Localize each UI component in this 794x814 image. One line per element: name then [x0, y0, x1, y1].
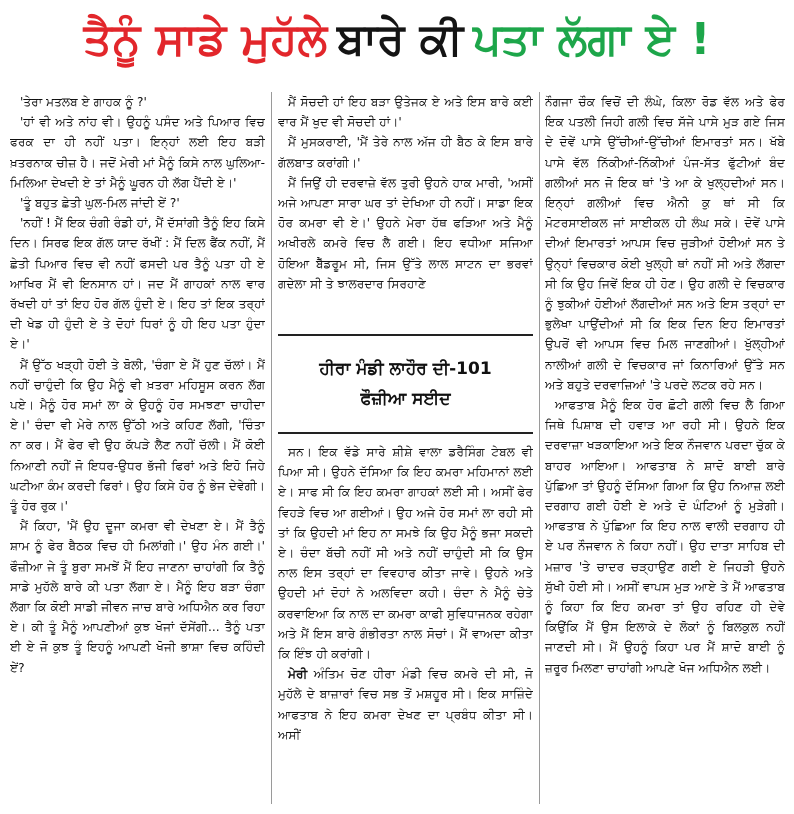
headline-part-1: ਤੈਨੂੰ ਸਾਡੇ ਮੁਹੱਲੇ [83, 13, 328, 65]
paragraph: ਮੈਂ ਮੁਸਕਰਾਈ, 'ਮੈਂ ਤੇਰੇ ਨਾਲ ਅੱਜ ਹੀ ਬੈਠ ਕੇ ਇਸ ਬਾਰੇ ਗੱਲਬਾਤ ਕਰਾਂਗੀ।' [278, 135, 533, 170]
paragraph: 'ਤੇਰਾ ਮਤਲਬ ਏ ਗਾਹਕ ਨੂੰ ?' [20, 95, 147, 109]
column-divider [539, 92, 540, 804]
series-title: ਹੀਰਾ ਮੰਡੀ ਲਾਹੌਰ ਦੀ-101 [319, 359, 492, 379]
author-name: ਫੌਜ਼ੀਆ ਸਈਦ [360, 389, 451, 409]
paragraph: ਮੈਂ ਜਿਉਂ ਹੀ ਦਰਵਾਜ਼ੇ ਵੱਲ ਤੁਰੀ ਉਹਨੇ ਹਾਕ ਮਾਰੀ, 'ਅਸੀਂ ਅਜੇ ਆਪਣਾ ਸਾਰਾ ਘਰ ਤਾਂ ਦੇਖਿਆ ਹੀ ਨਹੀਂ। ਸਾਡਾ ਇਕ ਹੋਰ ਕਮਰਾ ਵੀ ਏ।' ਉਹਨੇ ਮੇਰਾ ਹੱਥ ਫੜਿਆ ਅਤੇ ਮੈਨੂੰ ਅਖੀਰਲੇ ਕਮਰੇ ਵਿਚ ਲੈ ਗਈ। ਇਹ ਵਧੀਆ ਸਜਿਆ ਹੋਇਆ ਬੈੱਡਰੂਮ ਸੀ, ਜਿਸ ਉੱਤੇ ਲਾਲ ਸਾਟਨ ਦਾ ਭਰਵਾਂ ਗਦੇਲਾ ਸੀ ਤੇ ਝਾਲਰਦਾਰ ਸਿਰਹਾਣੇ [278, 175, 533, 291]
lead-word: ਮੇਰੀ [288, 667, 308, 682]
paragraph: ਮੈਂ ਸੋਚਦੀ ਹਾਂ ਇਹ ਬੜਾ ਉਤੇਜਕ ਏ ਅਤੇ ਇਸ ਬਾਰੇ ਕਈ ਵਾਰ ਮੈਂ ਖੁਦ ਵੀ ਸੋਚਦੀ ਹਾਂ।' [278, 95, 533, 130]
article-column-1 [10, 92, 265, 808]
paragraph: ਨੌਗਜਾ ਚੌਕ ਵਿਚੋਂ ਦੀ ਲੰਘੇ, ਕਿਲਾ ਰੋਡ ਵੱਲ ਅਤੇ ਫੇਰ ਇਕ ਪਤਲੀ ਜਿਹੀ ਗਲੀ ਵਿਚ ਸੱਜੇ ਪਾਸੇ ਮੁੜ ਗਏ ਜਿਸ ਦੇ ਦੋਵੇਂ ਪਾਸੇ ਉੱਚੀਆਂ-ਉੱਚੀਆਂ ਇਮਾਰਤਾਂ ਸਨ। ਖੱਬੇ ਪਾਸੇ ਵੱਲ ਨਿੱਕੀਆਂ-ਨਿੱਕੀਆਂ ਪੰਜ-ਸੱਤ ਫੁੱਟੀਆਂ ਬੰਦ ਗਲੀਆਂ ਸਨ ਜੋ ਇਕ ਥਾਂ 'ਤੇ ਆ ਕੇ ਖੁਲ੍ਹਦੀਆਂ ਸਨ। ਇਨ੍ਹਾਂ ਗਲੀਆਂ ਵਿਚ ਐਨੀ ਕੁ ਥਾਂ ਸੀ ਕਿ ਮੋਟਰਸਾਈਕਲ ਜਾਂ ਸਾਈਕਲ ਹੀ ਲੰਘ ਸਕੇ। ਦੋਵੇਂ ਪਾਸੇ ਦੀਆਂ ਇਮਾਰਤਾਂ ਆਪਸ ਵਿਚ ਜੁੜੀਆਂ ਹੋਈਆਂ ਸਨ ਤੇ ਉਨ੍ਹਾਂ ਵਿਚਕਾਰ ਕੋਈ ਖੁਲ੍ਹੀ ਥਾਂ ਨਹੀਂ ਸੀ ਅਤੇ ਲੱਗਦਾ ਸੀ ਕਿ ਉਹ ਜਿਵੇਂ ਇਕ ਹੀ ਹੋਣ। ਉਹ ਗਲੀ ਦੇ ਵਿਚਕਾਰ ਨੂੰ ਝੁਕੀਆਂ ਹੋਈਆਂ ਲੱਗਦੀਆਂ ਸਨ ਅਤੇ ਇਸ ਤਰ੍ਹਾਂ ਦਾ ਭੁਲੇਖਾ ਪਾਉਂਦੀਆਂ ਸੀ ਕਿ ਇਕ ਦਿਨ ਇਹ ਇਮਾਰਤਾਂ ਉਪਰੋਂ ਵੀ ਆਪਸ ਵਿਚ ਮਿਲ ਜਾਣਗੀਆਂ। ਖੁੱਲ੍ਹੀਆਂ ਨਾਲੀਆਂ ਗਲੀ ਦੇ ਵਿਚਕਾਰ ਜਾਂ ਕਿਨਾਰਿਆਂ ਉੱਤੇ ਸਨ ਅਤੇ ਬਹੁਤੇ ਦਰਵਾਜ਼ਿਆਂ 'ਤੇ ਪਰਦੇ ਲਟਕ ਰਹੇ ਸਨ। [545, 95, 785, 392]
paragraph-text: ਅੰਤਿਮ ਚੋਣ ਹੀਰਾ ਮੰਡੀ ਵਿਚ ਕਮਰੇ ਦੀ ਸੀ, ਜੋ ਮੁਹੱਲੇ ਦੇ ਬਾਜ਼ਾਰਾਂ ਵਿਚ ਸਭ ਤੋਂ ਮਸ਼ਹੂਰ ਸੀ। ਇਕ ਸਾਜ਼ਿੰਦੇ ਆਫਤਾਬ ਨੇ ਇਹ ਕਮਰਾ ਦੇਖਣ ਦਾ ਪ੍ਰਬੰਧ ਕੀਤਾ ਸੀ। ਅਸੀਂ [278, 667, 533, 742]
paragraph: ਆਫਤਾਬ ਮੈਨੂੰ ਇਕ ਹੋਰ ਛੋਟੀ ਗਲੀ ਵਿਚ ਲੈ ਗਿਆ ਜਿਥੇ ਪਿਸ਼ਾਬ ਦੀ ਹਵਾੜ ਆ ਰਹੀ ਸੀ। ਉਹਨੇ ਇਕ ਦਰਵਾਜ਼ਾ ਖੜਕਾਇਆ ਅਤੇ ਇਕ ਨੌਜਵਾਨ ਪਰਦਾ ਚੁੱਕ ਕੇ ਬਾਹਰ ਆਇਆ। ਆਫਤਾਬ ਨੇ ਸ਼ਾਦੋ ਬਾਈ ਬਾਰੇ ਪੁੱਛਿਆ ਤਾਂ ਉਹਨੂੰ ਦੱਸਿਆ ਗਿਆ ਕਿ ਉਹ ਨਿਆਜ਼ ਲਈ ਦਰਗਾਹ ਗਈ ਹੋਈ ਏ ਅਤੇ ਦੋ ਘੰਟਿਆਂ ਨੂੰ ਮੁੜੇਗੀ। ਆਫਤਾਬ ਨੇ ਪੁੱਛਿਆ ਕਿ ਇਹ ਨਾਲ ਵਾਲੀ ਦਰਗਾਹ ਹੀ ਏ ਪਰ ਨੌਜਵਾਨ ਨੇ ਕਿਹਾ ਨਹੀਂ। ਉਹ ਦਾਤਾ ਸਾਹਿਬ ਦੀ ਮਜ਼ਾਰ 'ਤੇ ਚਾਦਰ ਚੜ੍ਹਾਉਣ ਗਈ ਏ ਜਿਹੜੀ ਉਹਨੇ ਸੁੱਖੀ ਹੋਈ ਸੀ। ਅਸੀਂ ਵਾਪਸ ਮੁੜ ਆਏ ਤੇ ਮੈਂ ਆਫਤਾਬ ਨੂੰ ਕਿਹਾ ਕਿ ਇਹ ਕਮਰਾ ਤਾਂ ਉਹ ਰਹਿਣ ਹੀ ਦੇਵੇ ਕਿਉਂਕਿ ਮੈਂ ਉਸ ਇਲਾਕੇ ਦੇ ਲੋਕਾਂ ਨੂੰ ਬਿਲਕੁਲ ਨਹੀਂ ਜਾਣਦੀ ਸੀ। ਮੈਂ ਉਹਨੂੰ ਕਿਹਾ ਪਰ ਮੈਂ ਸ਼ਾਦੋ ਬਾਈ ਨੂੰ ਜ਼ਰੂਰ ਮਿਲਣਾ ਚਾਹਾਂਗੀ ਆਪਣੇ ਖੋਜ ਅਧਿਐਨ ਲਈ। [545, 398, 785, 675]
paragraph: ਮੈਂ ਕਿਹਾ, 'ਮੈਂ ਉਹ ਦੂਜਾ ਕਮਰਾ ਵੀ ਦੇਖਣਾ ਏ। ਮੈਂ ਤੈਨੂੰ ਸ਼ਾਮ ਨੂੰ ਫੇਰ ਬੈਠਕ ਵਿਚ ਹੀ ਮਿਲਾਂਗੀ।' ਉਹ ਮੰਨ ਗਈ।' ਫੌਜ਼ੀਆ ਜੇ ਤੂੰ ਬੁਰਾ ਸਮਝੇਂ ਮੈਂ ਇਹ ਜਾਣਨਾ ਚਾਹਾਂਗੀ ਕਿ ਤੈਨੂੰ ਸਾਡੇ ਮੁਹੱਲੇ ਬਾਰੇ ਕੀ ਪਤਾ ਲੱਗਾ ਏ। ਮੈਨੂੰ ਇਹ ਬੜਾ ਚੰਗਾ ਲੱਗਾ ਕਿ ਕੋਈ ਸਾਡੀ ਜੀਵਨ ਜਾਚ ਬਾਰੇ ਅਧਿਐਨ ਕਰ ਰਿਹਾ ਏ। ਕੀ ਤੂੰ ਮੈਨੂੰ ਆਪਣੀਆਂ ਕੁਝ ਖੋਜਾਂ ਦੱਸੇਂਗੀ... ਤੈਨੂੰ ਪਤਾ ਈ ਏ ਜੋ ਕੁਝ ਤੂੰ ਇਹਨੂੰ ਆਪਣੀ ਖੋਜੀ ਭਾਸ਼ਾ ਵਿਚ ਕਹਿੰਦੀ ਏਂ? [10, 519, 265, 675]
headline-part-2: ਬਾਰੇ ਕੀ [337, 13, 464, 65]
column-2-bottom [278, 442, 533, 745]
series-box [278, 334, 533, 434]
article-column-2 [278, 92, 533, 808]
column-2-top [278, 92, 533, 294]
headline-part-3: ਪਤਾ ਲੱਗਾ ਏ ! [473, 13, 711, 65]
paragraph: ਸਨ। ਇਕ ਵੱਡੇ ਸਾਰੇ ਸ਼ੀਸ਼ੇ ਵਾਲਾ ਡਰੈਸਿੰਗ ਟੇਬਲ ਵੀ ਪਿਆ ਸੀ। ਉਹਨੇ ਦੱਸਿਆ ਕਿ ਇਹ ਕਮਰਾ ਮਹਿਮਾਨਾਂ ਲਈ ਏ। ਸਾਫ ਸੀ ਕਿ ਇਹ ਕਮਰਾ ਗਾਹਕਾਂ ਲਈ ਸੀ। ਅਸੀਂ ਫੇਰ ਵਿਹੜੇ ਵਿਚ ਆ ਗਈਆਂ। ਉਹ ਅਜੇ ਹੋਰ ਸਮਾਂ ਲਾ ਰਹੀ ਸੀ ਤਾਂ ਕਿ ਉਹਦੀ ਮਾਂ ਇਹ ਨਾ ਸਮਝੇ ਕਿ ਉਹ ਮੈਨੂੰ ਭਜਾ ਸਕਦੀ ਏ। ਚੰਦਾ ਬੱਚੀ ਨਹੀਂ ਸੀ ਅਤੇ ਨਹੀਂ ਚਾਹੁੰਦੀ ਸੀ ਕਿ ਉਸ ਨਾਲ ਇਸ ਤਰ੍ਹਾਂ ਦਾ ਵਿਵਹਾਰ ਕੀਤਾ ਜਾਵੇ। ਉਹਨੇ ਅਤੇ ਉਹਦੀ ਮਾਂ ਦੋਹਾਂ ਨੇ ਅਲਵਿਦਾ ਕਹੀ। ਚੰਦਾ ਨੇ ਮੈਨੂੰ ਚੇਤੇ ਕਰਵਾਇਆ ਕਿ ਨਾਲ ਦਾ ਕਮਰਾ ਕਾਫੀ ਸੁਵਿਧਾਜਨਕ ਰਹੇਗਾ ਅਤੇ ਮੈਂ ਇਸ ਬਾਰੇ ਗੰਭੀਰਤਾ ਨਾਲ ਸੋਚਾਂ। ਮੈਂ ਵਾਅਦਾ ਕੀਤਾ ਕਿ ਇੰਝ ਹੀ ਕਰਾਂਗੀ। [278, 445, 533, 662]
paragraph: 'ਹਾਂ ਵੀ ਅਤੇ ਨਾਂਹ ਵੀ। ਉਹਨੂੰ ਪਸੰਦ ਅਤੇ ਪਿਆਰ ਵਿਚ ਫਰਕ ਦਾ ਹੀ ਨਹੀਂ ਪਤਾ। ਇਨ੍ਹਾਂ ਲਈ ਇਹ ਬੜੀ ਖ਼ਤਰਨਾਕ ਚੀਜ਼ ਹੈ। ਜਦੋਂ ਮੇਰੀ ਮਾਂ ਮੈਨੂੰ ਕਿਸੇ ਨਾਲ ਘੁਲਿਆ-ਮਿਲਿਆ ਦੇਖਦੀ ਏ ਤਾਂ ਮੈਨੂੰ ਘੂਰਨ ਹੀ ਲੱਗ ਪੈਂਦੀ ਏ।' [10, 115, 265, 190]
headline [0, 0, 794, 78]
article-column-3 [545, 92, 785, 808]
paragraph [278, 664, 533, 745]
column-divider [271, 92, 272, 804]
paragraph: 'ਨਹੀਂ ! ਮੈਂ ਇਕ ਚੰਗੀ ਰੰਡੀ ਹਾਂ, ਮੈਂ ਦੱਸਾਂਗੀ ਤੈਨੂੰ ਇਹ ਕਿਸੇ ਦਿਨ। ਸਿਰਫ ਇਕ ਗੱਲ ਯਾਦ ਰੱਖੀਂ : ਮੈਂ ਦਿਲ ਫੈਂਕ ਨਹੀਂ, ਮੈਂ ਛੇਤੀ ਪਿਆਰ ਵਿਚ ਵੀ ਨਹੀਂ ਫਸਦੀ ਪਰ ਤੈਨੂੰ ਪਤਾ ਹੀ ਏ ਆਖਿਰ ਮੈਂ ਵੀ ਇਨਸਾਨ ਹਾਂ। ਜਦ ਮੈਂ ਗਾਹਕਾਂ ਨਾਲ ਵਾਰ ਰੱਖਦੀ ਹਾਂ ਤਾਂ ਇਹ ਹੋਰ ਗੱਲ ਹੁੰਦੀ ਏ। ਇਹ ਤਾਂ ਇਕ ਤਰ੍ਹਾਂ ਦੀ ਖੇਡ ਹੀ ਹੁੰਦੀ ਏ ਤੇ ਦੋਹਾਂ ਧਿਰਾਂ ਨੂੰ ਹੀ ਇਹ ਪਤਾ ਹੁੰਦਾ ਏ।' [10, 216, 265, 352]
paragraph: ਮੈਂ ਉੱਠ ਖੜ੍ਹੀ ਹੋਈ ਤੇ ਬੋਲੀ, 'ਚੰਗਾ ਏ ਮੈਂ ਹੁਣ ਚੱਲਾਂ। ਮੈਂ ਨਹੀਂ ਚਾਹੁੰਦੀ ਕਿ ਉਹ ਮੈਨੂੰ ਵੀ ਖ਼ਤਰਾ ਮਹਿਸੂਸ ਕਰਨ ਲੱਗ ਪਏ। ਮੈਨੂੰ ਹੋਰ ਸਮਾਂ ਲਾ ਕੇ ਉਹਨੂੰ ਹੋਰ ਸਮਝਣਾ ਚਾਹੀਦਾ ਏ।' ਚੰਦਾ ਵੀ ਮੇਰੇ ਨਾਲ ਉੱਠੀ ਅਤੇ ਕਹਿਣ ਲੱਗੀ, 'ਚਿੰਤਾ ਨਾ ਕਰ। ਮੈਂ ਫੇਰ ਵੀ ਉਹ ਕੱਪੜੇ ਲੈਣ ਨਹੀਂ ਚੱਲੀ। ਮੈਂ ਕੋਈ ਨਿਆਣੀ ਨਹੀਂ ਜੋ ਇਧਰ-ਉਧਰ ਭੱਜੀ ਫਿਰਾਂ ਅਤੇ ਇਹੋ ਜਿਹੇ ਘਟੀਆ ਕੰਮ ਕਰਦੀ ਫਿਰਾਂ। ਉਹ ਕਿਸੇ ਹੋਰ ਨੂੰ ਭੇਜ ਦੇਵੇਗੀ। ਤੂੰ ਹੋਰ ਰੁਕ।' [10, 357, 265, 514]
paragraph: 'ਤੂੰ ਬਹੁਤ ਛੇਤੀ ਘੁਲ-ਮਿਲ ਜਾਂਦੀ ਏਂ ?' [20, 196, 180, 211]
